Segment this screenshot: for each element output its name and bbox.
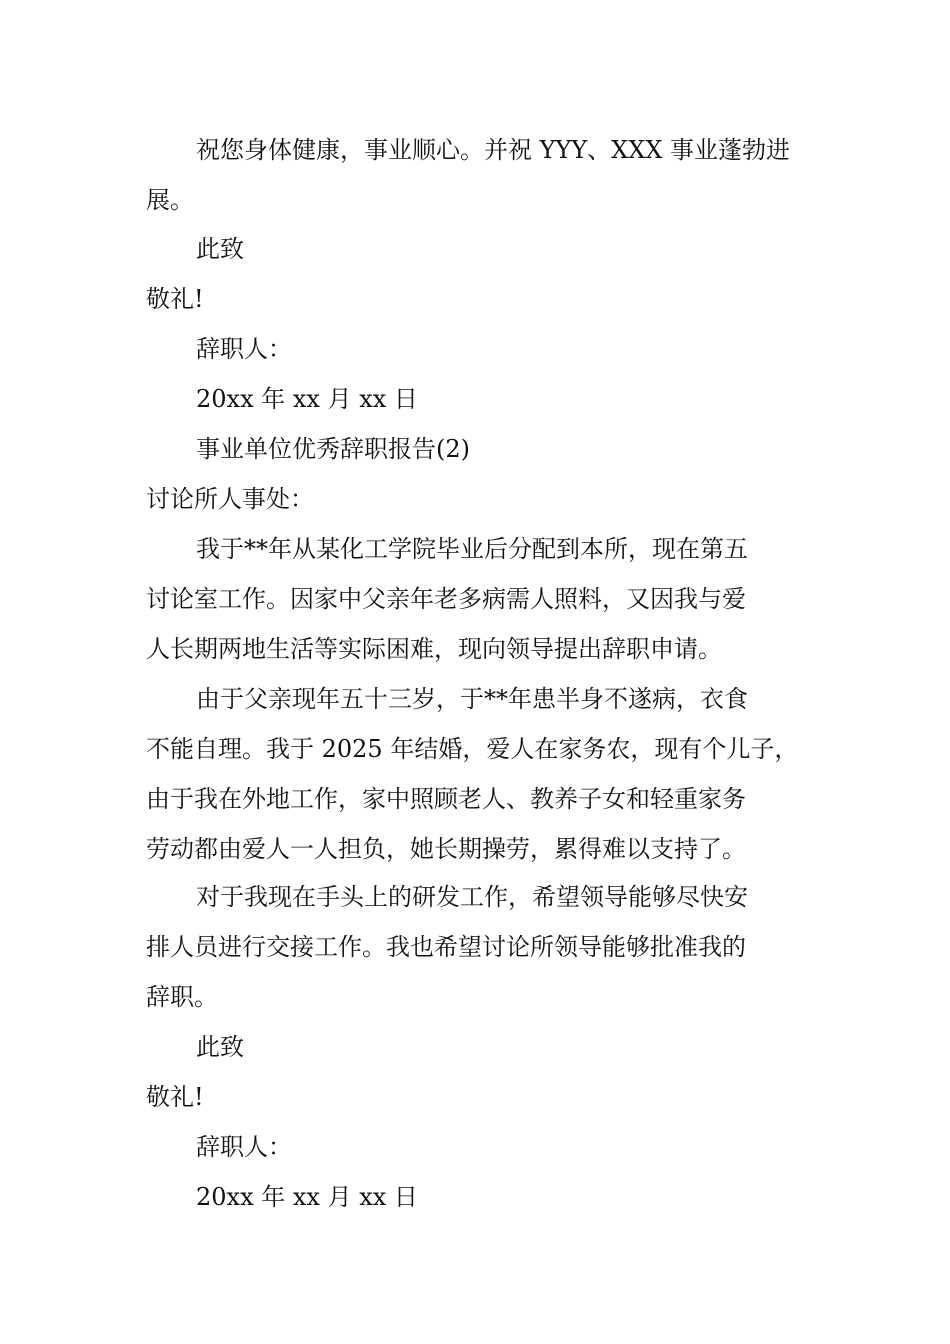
signature-date-2: 20xx 年 xx 月 xx 日 bbox=[196, 1183, 418, 1211]
closing-wish-line-1: 祝您身体健康，事业顺心。并祝 YYY、XXX 事业蓬勃进 bbox=[196, 136, 791, 164]
paragraph-1-line-1: 我于**年从某化工学院毕业后分配到本所，现在第五 bbox=[196, 535, 748, 563]
paragraph-2-line-2: 不能自理。我于 2025 年结婚，爱人在家务农，现有个儿子， bbox=[146, 735, 799, 763]
salutation-jingli: 敬礼! bbox=[146, 285, 204, 313]
recipient-line: 讨论所人事处： bbox=[146, 485, 314, 513]
signer-label-2: 辞职人： bbox=[196, 1133, 292, 1161]
paragraph-3-line-1: 对于我现在手头上的研发工作，希望领导能够尽快安 bbox=[196, 883, 748, 911]
paragraph-2-line-3: 由于我在外地工作，家中照顾老人、教养子女和轻重家务 bbox=[146, 785, 746, 813]
paragraph-3-line-2: 排人员进行交接工作。我也希望讨论所领导能够批准我的 bbox=[146, 933, 746, 961]
salutation-jingli-2: 敬礼! bbox=[146, 1083, 204, 1111]
paragraph-1-line-2: 讨论室工作。因家中父亲年老多病需人照料，又因我与爱 bbox=[146, 585, 746, 613]
paragraph-2-line-1: 由于父亲现年五十三岁，于**年患半身不遂病，衣食 bbox=[196, 685, 748, 713]
salutation-cizhi: 此致 bbox=[196, 235, 244, 263]
signature-date: 20xx 年 xx 月 xx 日 bbox=[196, 385, 418, 413]
section-title: 事业单位优秀辞职报告(2) bbox=[196, 435, 470, 463]
signer-label: 辞职人： bbox=[196, 335, 292, 363]
paragraph-3-line-3: 辞职。 bbox=[146, 983, 218, 1011]
paragraph-2-line-4: 劳动都由爱人一人担负，她长期操劳，累得难以支持了。 bbox=[146, 835, 746, 863]
paragraph-1-line-3: 人长期两地生活等实际困难，现向领导提出辞职申请。 bbox=[146, 635, 722, 663]
salutation-cizhi-2: 此致 bbox=[196, 1033, 244, 1061]
closing-wish-line-2: 展。 bbox=[146, 186, 194, 214]
